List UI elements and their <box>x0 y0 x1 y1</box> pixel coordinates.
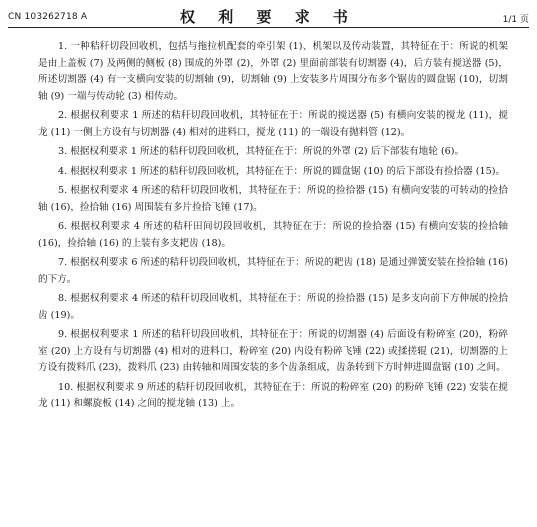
claim-9: 9. 根据权利要求 1 所述的秸秆切段回收机，其特征在于：所说的切割器 (4) 后面设有粉碎室 (20)，粉碎室 (20) 上方设有与切割器 (4) 相对的进料口，粉碎室 (20) 内设有粉碎飞锤 (22) 或揉搓辊 (21)，切割器的上方设有拨料爪 (23)，拨料爪 (23) 由转轴和周围安装的多个齿条组成，齿条转到下方时伸进圆盘锯 (10) 之间。 <box>38 329 508 373</box>
claim-8: 8. 根据权利要求 4 所述的秸秆切段回收机，其特征在于：所说的捡拾器 (15) 是多支向前下方伸展的捡拾齿 (19)。 <box>38 293 508 321</box>
claim-5: 5. 根据权利要求 4 所述的秸秆切段回收机，其特征在于：所说的捡拾器 (15) 有横向安装的可转动的捡拾轴 (16)，捡拾轴 (16) 周围装有多片捡拾飞锤 (17)。 <box>38 185 508 213</box>
claim-6: 6. 根据权利要求 4 所述的秸秆田间切段回收机，其特征在于：所说的捡拾器 (15) 有横向安装的捡拾轴 (16)，捡拾轴 (16) 的上装有多支耙齿 (18)。 <box>38 221 508 249</box>
document-title: 权 利 要 求 书 <box>180 8 357 26</box>
page-header <box>0 0 537 30</box>
page-indicator: 1/1 页 <box>502 15 529 25</box>
claim-3: 3. 根据权利要求 1 所述的秸秆切段回收机，其特征在于：所说的外罩 (2) 后下部装有地轮 (6)。 <box>58 146 465 157</box>
claim-1: 1. 一种秸秆切段回收机，包括与拖拉机配套的牵引架 (1)、机架以及传动装置，其特征在于：所说的机架是由上盖板 (7) 及两侧的侧板 (8) 围成的外罩 (2)，外罩 (2) 里面前部装有切割器 (4)，后方装有搅送器 (5)，所述切割器 (4) 有一支横向安装的切割轴 (9)，切割轴 (9) 上安装多片周围分布多个锯齿的圆盘锯 (10)，切割轴 (9) 一端与传动轮 (3) 相传动。 <box>38 41 508 102</box>
publication-number: CN 103262718 A <box>8 12 88 22</box>
claim-2: 2. 根据权利要求 1 所述的秸秆切段回收机，其特征在于：所说的搅送器 (5) 有横向安装的搅龙 (11)，搅龙 (11) 一侧上方设有与切割器 (4) 相对的进料口，搅龙 (11) 的一端设有抛料管 (12)。 <box>38 110 508 138</box>
header-divider <box>8 27 529 28</box>
claim-10: 10. 根据权利要求 9 所述的秸秆切段回收机，其特征在于：所说的粉碎室 (20) 的粉碎飞锤 (22) 安装在搅龙 (11) 和螺旋板 (14) 之间的搅龙轴 (13) 上。 <box>38 381 508 409</box>
claim-4: 4. 根据权利要求 1 所述的秸秆切段回收机，其特征在于：所说的圆盘锯 (10) 的后下部设有捡拾器 (15)。 <box>58 165 506 177</box>
claims-list <box>38 39 508 416</box>
claim-7: 7. 根据权利要求 6 所述的秸秆切段回收机，其特征在于：所说的耙齿 (18) 是通过弹簧安装在捡拾轴 (16) 的下方。 <box>38 257 508 285</box>
